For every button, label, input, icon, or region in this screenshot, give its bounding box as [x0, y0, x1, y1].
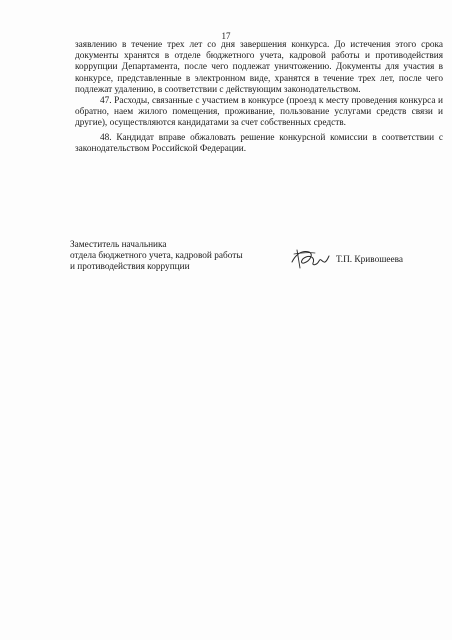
- signatory-name: Т.П. Кривошеева: [336, 255, 404, 265]
- paragraph-continuation: заявлению в течение трех лет со дня завершения конкурса. До истечения этого срока документы хранятся в отделе бюджетного учета, кадровой работы и противодействия коррупции Департамента, после чего подлежат уничтожению. Документы для участия в конкурсе, представленные в электронном виде, хранятся в течение трех лет, после чего подлежат удалению, в соответствии с действующим законодательством.: [75, 40, 443, 95]
- page-number: 17: [221, 31, 231, 41]
- paragraph-47-expenses: 47. Расходы, связанные с участием в конкурсе (проезд к месту проведения конкурса и обратно, наем жилого помещения, проживание, пользование услугами средств связи и другие), осуществляются кандидатами за счет собственных средств.: [75, 96, 443, 129]
- signature-block: [70, 240, 450, 300]
- signatory-position-line: отдела бюджетного учета, кадровой работы: [70, 251, 243, 262]
- handwritten-signature: [288, 245, 330, 271]
- signatory-position-line: Заместитель начальника: [70, 240, 167, 250]
- signatory-position: [70, 240, 270, 274]
- signatory-position-line: и противодействия коррупции: [70, 262, 190, 273]
- body-text: [75, 40, 443, 155]
- paragraph-48-appeal: 48. Кандидат вправе обжаловать решение конкурсной комиссии в соответствии с законодательством Российской Федерации.: [75, 132, 443, 154]
